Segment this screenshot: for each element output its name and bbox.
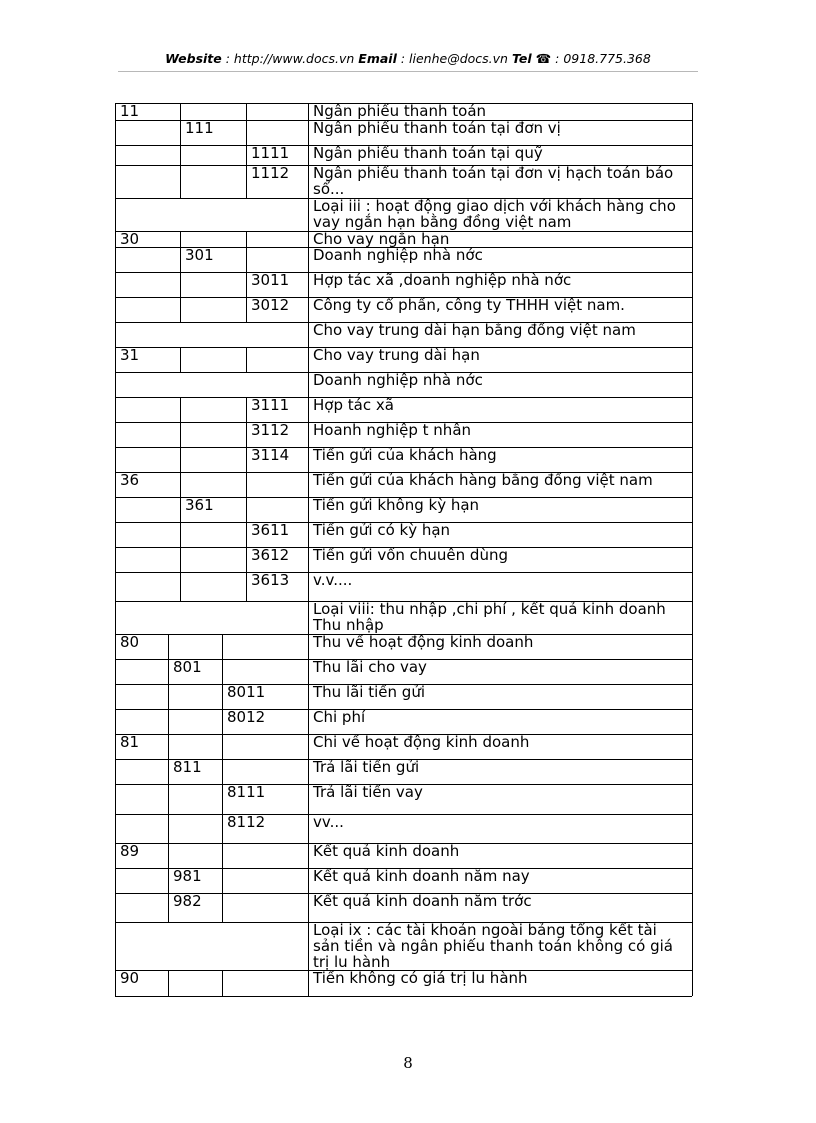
table-cell (115, 684, 168, 709)
table-cell (115, 397, 180, 422)
table-cell: Ngân phiếu thanh toán tại đơn vị (313, 120, 561, 137)
table-rule (692, 198, 693, 231)
table-cell: 3011 (251, 272, 290, 289)
table-cell: 3613 (251, 572, 290, 589)
table-cell: 1112 (251, 165, 290, 182)
table-cell: 80 (120, 634, 140, 651)
table-cell: Hoanh nghiệp t nhân (313, 422, 472, 439)
table-cell (115, 522, 180, 547)
table-cell: 36 (120, 472, 140, 489)
table-rule (692, 497, 693, 522)
table-cell (115, 784, 168, 814)
table-cell (115, 120, 180, 145)
phone-icon: ☎ (535, 51, 552, 66)
table-cell: 31 (120, 347, 140, 364)
table-cell (115, 893, 168, 922)
table-cell (246, 497, 308, 522)
table-cell: 11 (120, 103, 140, 120)
table-cell: 982 (173, 893, 202, 910)
table-cell (168, 970, 222, 996)
table-cell (115, 659, 168, 684)
table-cell: 811 (173, 759, 202, 776)
table-cell (246, 120, 308, 145)
table-cell (115, 814, 168, 843)
table-rule (692, 347, 693, 372)
table-rule (692, 447, 693, 472)
table-cell (115, 759, 168, 784)
table-rule (692, 397, 693, 422)
table-cell (246, 231, 308, 247)
table-cell: Tiền gửi vốn chuuên dùng (313, 547, 508, 564)
table-cell: Thu lãi tiền gửi (313, 684, 425, 701)
table-rule (692, 145, 693, 165)
table-cell: Công ty cổ phần, công ty THHH việt nam. (313, 297, 625, 314)
table-rule (692, 734, 693, 759)
table-rule (692, 684, 693, 709)
table-cell: Thu lãi cho vay (313, 659, 427, 676)
table-rule (115, 922, 116, 970)
table-rule (692, 522, 693, 547)
table-cell: Ngân phiếu thanh toán tại quỹ (313, 145, 543, 162)
table-rule (692, 759, 693, 784)
table-cell: Loại ix : các tài khoản ngoài bảng tổng kết tài sản tiền và ngân phiếu thanh toán không có giá trị lu hành (313, 922, 673, 970)
table-cell (180, 231, 246, 247)
table-cell (222, 868, 308, 893)
table-cell: 111 (185, 120, 214, 137)
table-rule (692, 601, 693, 634)
table-cell (180, 547, 246, 572)
table-rule (692, 634, 693, 659)
table-rule (692, 472, 693, 497)
table-cell: 801 (173, 659, 202, 676)
table-cell: vv... (313, 814, 344, 831)
table-cell: Chi về hoạt động kinh doanh (313, 734, 530, 751)
table-cell (115, 709, 168, 734)
table-cell: Ngân phiếu thanh toán tại đơn vị hạch toán báo sổ... (313, 165, 674, 198)
table-rule (692, 297, 693, 322)
table-cell: 8112 (227, 814, 266, 831)
table-cell: 89 (120, 843, 140, 860)
table-rule (692, 231, 693, 247)
table-cell (115, 572, 180, 601)
table-rule (692, 165, 693, 198)
table-cell: Kết quả kinh doanh năm nay (313, 868, 530, 885)
tel-label: Tel (511, 51, 532, 66)
table-cell (180, 347, 246, 372)
table-rule (692, 868, 693, 893)
page-number: 8 (403, 1054, 413, 1072)
table-cell: Tiền gửi có kỳ hạn (313, 522, 451, 539)
table-cell: Cho vay trung dài hạn bằng đồng việt nam (313, 322, 636, 339)
table-cell: 3611 (251, 522, 290, 539)
table-rule (692, 422, 693, 447)
table-cell (246, 472, 308, 497)
table-cell: 361 (185, 497, 214, 514)
website-label: Website (165, 51, 222, 66)
table-cell: Chi phí (313, 709, 366, 726)
website-value: : http://www.docs.vn (221, 51, 359, 66)
table-rule (692, 372, 693, 397)
table-cell: v.v.... (313, 572, 353, 589)
table-rule (692, 922, 693, 970)
table-cell (168, 684, 222, 709)
table-cell: Loại viii: thu nhập ,chi phí , kết quả kinh doanh Thu nhập (313, 601, 666, 634)
email-label: Email (358, 51, 397, 66)
table-cell: Tiền gửi không kỳ hạn (313, 497, 480, 514)
table-cell: 8111 (227, 784, 266, 801)
table-cell: Thu về hoạt động kinh doanh (313, 634, 534, 651)
table-cell: 8012 (227, 709, 266, 726)
table-rule (692, 659, 693, 684)
table-rule (692, 247, 693, 272)
table-cell (222, 759, 308, 784)
table-rule (115, 322, 116, 347)
table-cell (180, 165, 246, 198)
table-rule (692, 893, 693, 922)
table-rule (115, 198, 116, 231)
table-cell (222, 893, 308, 922)
tel-value: : 0918.775.368 (551, 51, 651, 66)
table-rule (115, 601, 116, 634)
table-cell (168, 634, 222, 659)
table-cell (168, 814, 222, 843)
table-cell (180, 145, 246, 165)
table-cell (168, 784, 222, 814)
table-cell: 90 (120, 970, 140, 987)
table-cell (180, 422, 246, 447)
table-rule (692, 572, 693, 601)
table-cell (180, 522, 246, 547)
table-rule (692, 120, 693, 145)
table-cell (115, 868, 168, 893)
table-cell: Trả lãi tiền vay (313, 784, 423, 801)
table-cell (115, 547, 180, 572)
table-cell (115, 447, 180, 472)
table-cell (180, 297, 246, 322)
table-cell: 301 (185, 247, 214, 264)
table-cell (115, 165, 180, 198)
table-cell: 3012 (251, 297, 290, 314)
table-cell: 981 (173, 868, 202, 885)
table-cell: Hợp tác xã ,doanh nghiệp nhà nớc (313, 272, 572, 289)
table-rule (692, 547, 693, 572)
table-rule (692, 709, 693, 734)
table-cell: Ngân phiếu thanh toán (313, 103, 487, 120)
table-cell (180, 447, 246, 472)
table-rule (692, 843, 693, 868)
table-cell (222, 843, 308, 868)
table-cell: Kết quả kinh doanh (313, 843, 460, 860)
table-cell: 3612 (251, 547, 290, 564)
table-cell (180, 472, 246, 497)
table-cell (115, 145, 180, 165)
table-cell: Doanh nghiệp nhà nớc (313, 247, 483, 264)
table-cell (115, 422, 180, 447)
table-cell: Cho vay trung dài hạn (313, 347, 480, 364)
table-cell (115, 247, 180, 272)
table-cell (246, 247, 308, 272)
table-cell (222, 659, 308, 684)
table-cell (246, 103, 308, 120)
table-rule (692, 322, 693, 347)
table-rule (692, 970, 693, 996)
table-cell (115, 497, 180, 522)
table-cell: Tiền gửi của khách hàng (313, 447, 497, 464)
table-cell (222, 970, 308, 996)
table-cell (180, 572, 246, 601)
table-rule (692, 784, 693, 814)
table-cell: 3112 (251, 422, 290, 439)
table-cell: 81 (120, 734, 140, 751)
table-cell: Cho vay ngắn hạn (313, 231, 450, 247)
table-rule (692, 272, 693, 297)
table-cell: 3111 (251, 397, 290, 414)
table-cell (115, 272, 180, 297)
table-cell (180, 272, 246, 297)
table-rule (115, 996, 692, 997)
table-cell (115, 297, 180, 322)
table-cell (180, 103, 246, 120)
table-cell (168, 843, 222, 868)
table-cell (168, 709, 222, 734)
table-cell: Loại iii : hoạt động giao dịch với khách hàng cho vay ngắn hạn bằng đồng việt nam (313, 198, 676, 231)
table-cell: Trả lãi tiền gửi (313, 759, 420, 776)
table-cell: Hợp tác xã (313, 397, 394, 414)
table-cell (168, 734, 222, 759)
table-rule (115, 372, 116, 397)
table-cell: 3114 (251, 447, 290, 464)
table-cell (222, 734, 308, 759)
table-cell: 30 (120, 231, 140, 247)
table-cell (246, 347, 308, 372)
table-rule (692, 814, 693, 843)
table-cell: Doanh nghiệp nhà nớc (313, 372, 483, 389)
table-cell (180, 397, 246, 422)
email-value: : lienhe@docs.vn (396, 51, 512, 66)
table-cell: Tiền không có giá trị lu hành (313, 970, 528, 987)
table-cell: Tiền gửi của khách hàng bằng đồng việt nam (313, 472, 653, 489)
table-cell (222, 634, 308, 659)
table-rule (692, 103, 693, 120)
table-cell: 1111 (251, 145, 290, 162)
table-cell: 8011 (227, 684, 266, 701)
table-cell: Kết quả kinh doanh năm trớc (313, 893, 532, 910)
